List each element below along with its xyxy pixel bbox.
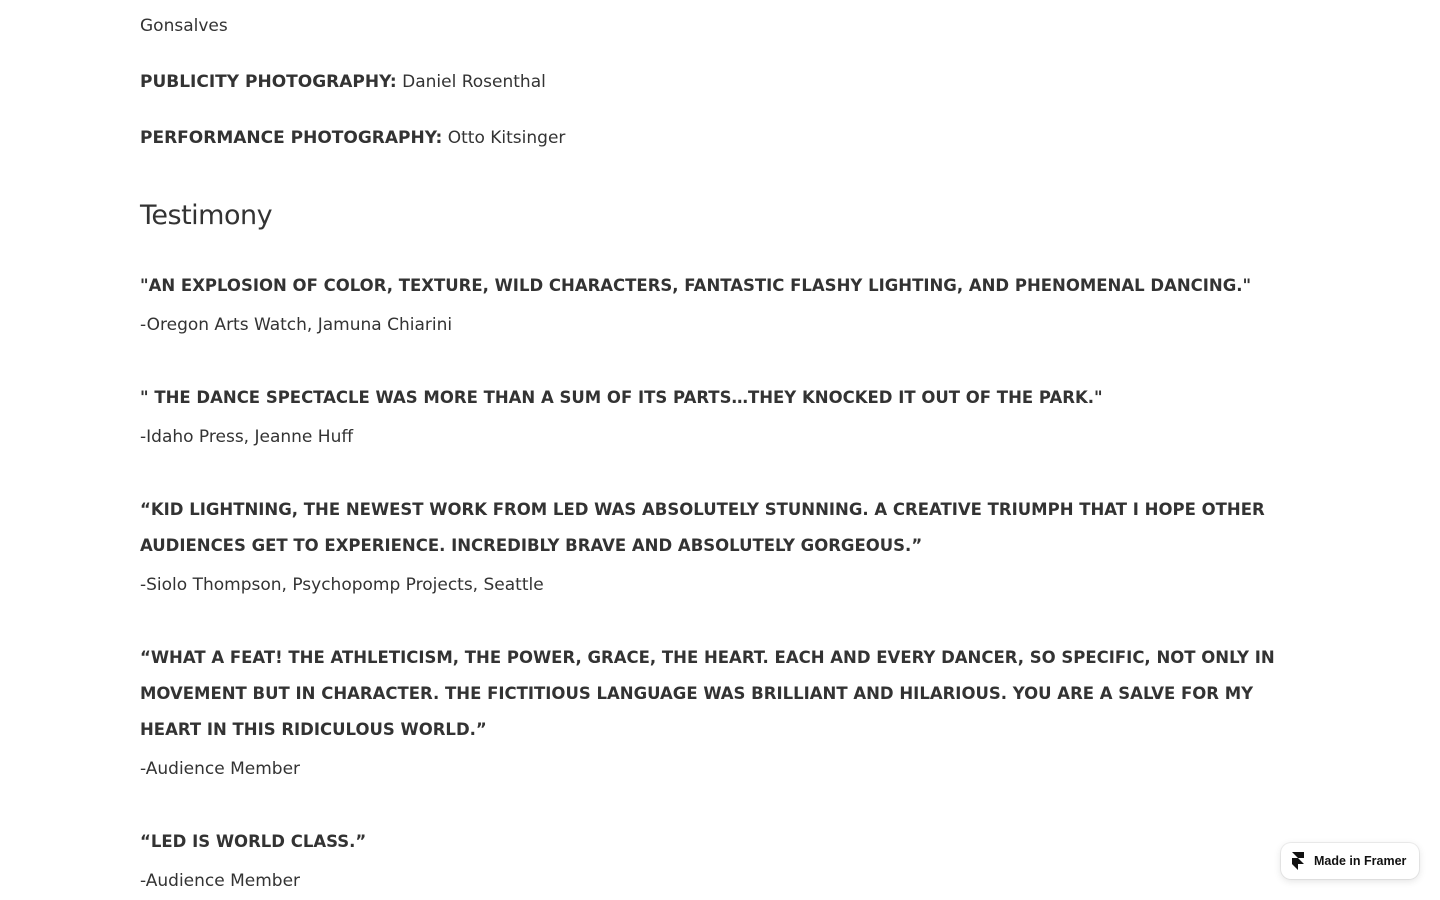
testimonial-quote: “LED IS WORLD CLASS.”	[140, 831, 367, 851]
testimonial-attribution: -Audience Member	[140, 759, 301, 779]
testimonial-quote: "AN EXPLOSION OF COLOR, TEXTURE, WILD CHARACTERS, FANTASTIC FLASHY LIGHTING, AND PHENOMENAL DANCING."	[140, 275, 1252, 295]
badge-label: Made in Framer	[1314, 854, 1407, 868]
credit-role: PUBLICITY PHOTOGRAPHY:	[140, 72, 397, 92]
credit-performance-photography	[140, 120, 565, 156]
testimonial-attribution: -Audience Member	[140, 871, 301, 891]
testimonial-attribution: -Idaho Press, Jeanne Huff	[140, 427, 354, 447]
testimonial-quote: " THE DANCE SPECTACLE WAS MORE THAN A SUM OF ITS PARTS…THEY KNOCKED IT OUT OF THE PARK."	[140, 387, 1103, 407]
credit-name: Otto Kitsinger	[447, 128, 566, 148]
credit-continuation	[140, 8, 228, 44]
credit-name: Daniel Rosenthal	[402, 72, 546, 92]
framer-logo-icon	[1291, 852, 1305, 870]
credit-publicity-photography	[140, 64, 546, 100]
testimonial-quote: “KID LIGHTNING, THE NEWEST WORK FROM LED WAS ABSOLUTELY STUNNING. A CREATIVE TRIUMPH THAT I HOPE OTHER AUDIENCES GET TO EXPERIENCE. INCREDIBLY BRAVE AND ABSOLUTELY GORGEOUS.”	[140, 499, 1265, 555]
testimonial-attribution: -Siolo Thompson, Psychopomp Projects, Seattle	[140, 575, 544, 595]
testimonial-attribution: -Oregon Arts Watch, Jamuna Chiarini	[140, 315, 453, 335]
credit-continuation-text: Gonsalves	[140, 16, 228, 36]
credit-role: PERFORMANCE PHOTOGRAPHY:	[140, 128, 443, 148]
made-in-framer-badge[interactable]	[1281, 843, 1419, 879]
clipped-credit-line	[140, 0, 1300, 2]
testimony-heading: Testimony	[140, 200, 273, 231]
testimonial-quote: “WHAT A FEAT! THE ATHLETICISM, THE POWER, GRACE, THE HEART. EACH AND EVERY DANCER, SO SPECIFIC, NOT ONLY IN MOVEMENT BUT IN CHARACTER. THE FICTITIOUS LANGUAGE WAS BRILLIANT AND HILARIOUS. YOU ARE A SALVE FOR MY HEART IN THIS RIDICULOUS WORLD.”	[140, 647, 1275, 739]
